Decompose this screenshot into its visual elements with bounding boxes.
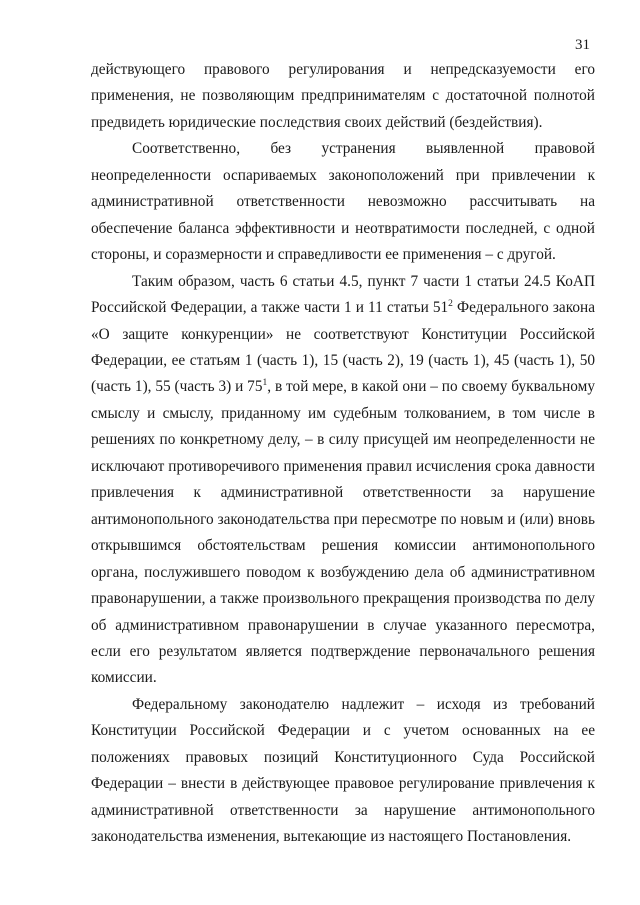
paragraph-legislator-directive: Федеральному законодателю надлежит – исходя из требований Конституции Российской Федерации и с учетом основанных на ее положениях правовых позиций Конституционного Суда Российской Федерации – внести в действующее правовое регулирование привлечения к административной ответственности за нарушение антимонопольного законодательства изменения, вытекающие из настоящего Постановления. (91, 695, 595, 846)
paragraph-conclusion-part-a: Таким образом, часть 6 статьи 4.5, пункт 7 части 1 статьи 24.5 КоАП Российской Федерации, а также части 1 и 11 статьи 51 (91, 272, 595, 317)
paragraph-conclusion (91, 269, 595, 692)
superscript-article-51: 2 (448, 298, 453, 309)
paragraph-legal-uncertainty: Соответственно, без устранения выявленной правовой неопределенности оспариваемых законоположений при привлечении к административной ответственности невозможно рассчитывать на обеспечение баланса эффективности и неотвратимости последней, с одной стороны, и соразмерности и справедливости ее применения – с другой. (91, 140, 595, 264)
paragraph-conclusion-part-b: Федерального закона «О защите конкуренции» не соответствуют Конституции Российской Федерации, ее статьям 1 (часть 1), 15 (часть 2), 19 (часть 1), 45 (часть 1), 50 (часть 1), 55 (часть 3) и 75 (91, 299, 595, 396)
superscript-article-75: 1 (262, 378, 268, 389)
page-number: 31 (575, 37, 590, 53)
paragraph-conclusion-part-c: , в той мере, в какой они – по своему буквальному смыслу и смыслу, приданному им судебным толкованием, в том числе в решениях по конкретному делу, – в силу присущей им неопределенности не исключают противоречивого применения правил исчисления срока давности привлечения к административной ответственности за нарушение антимонопольного законодательства при пересмотре по новым и (или) вновь открывшимся обстоятельствам решения комиссии антимонопольного органа, послужившего поводом к возбуждению дела об административном правонарушении, а также произвольного прекращения производства по делу об административном правонарушении в случае указанного пересмотра, если его результатом является подтверждение первоначального решения комиссии. (91, 378, 595, 687)
paragraph-continuation: действующего правового регулирования и непредсказуемости его применения, не позволяющим предпринимателям с достаточной полнотой предвидеть юридические последствия своих действий (бездействия). (91, 61, 595, 131)
document-body (91, 57, 595, 851)
